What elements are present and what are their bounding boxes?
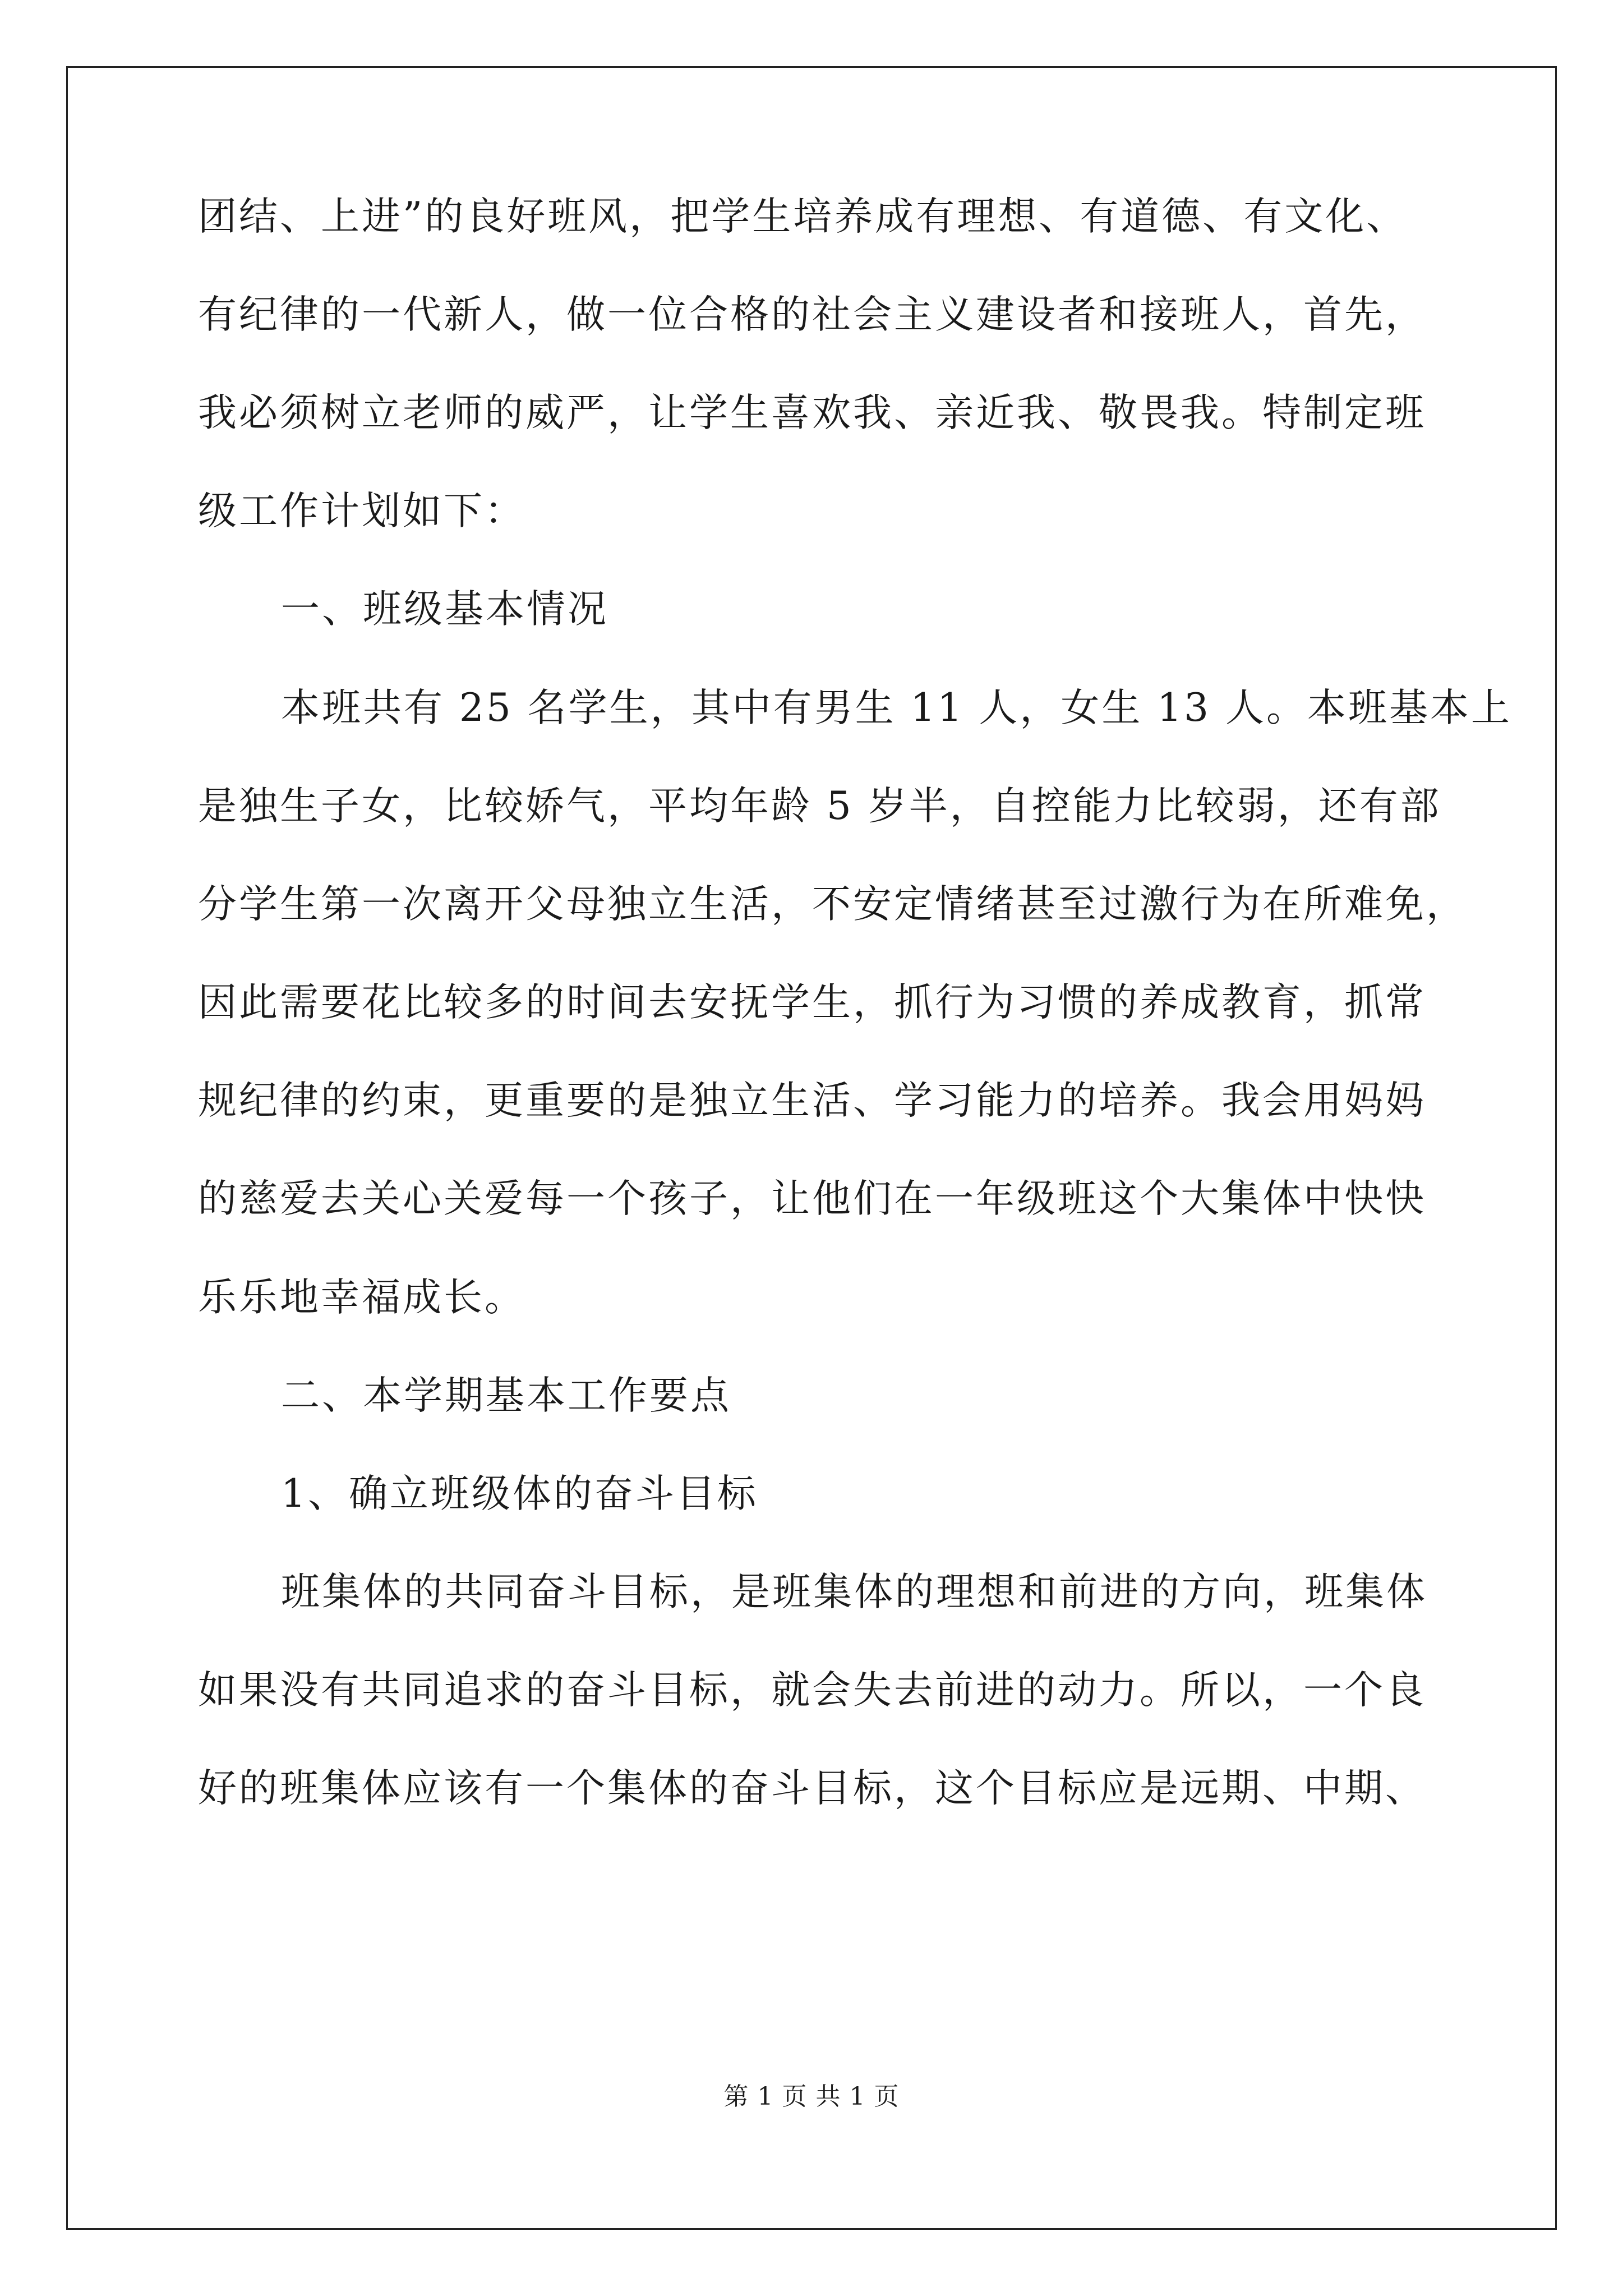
page-footer: 第 1 页 共 1 页 — [723, 2082, 900, 2111]
text-line: 是独生子女，比较娇气，平均年龄 5 岁半，自控能力比较弱，还有部 — [198, 784, 1441, 829]
text-line: 规纪律的约束，更重要的是独立生活、学习能力的培养。我会用妈妈 — [198, 1078, 1426, 1123]
text-line: 如果没有共同追求的奋斗目标，就会失去前进的动力。所以，一个良 — [198, 1668, 1426, 1713]
text-line: 级工作计划如下： — [198, 489, 525, 533]
text-line: 我必须树立老师的威严，让学生喜欢我、亲近我、敬畏我。特制定班 — [198, 390, 1426, 435]
text-line: 的慈爱去关心关爱每一个孩子，让他们在一年级班这个大集体中快快 — [198, 1176, 1426, 1221]
text-line: 有纪律的一代新人，做一位合格的社会主义建设者和接班人，首先， — [198, 292, 1426, 337]
text-line: 好的班集体应该有一个集体的奋斗目标，这个目标应是远期、中期、 — [198, 1766, 1426, 1811]
subsection-heading: 1、确立班级体的奋斗目标 — [281, 1471, 758, 1516]
text-line: 团结、上进”的良好班风，把学生培养成有理想、有道德、有文化、 — [198, 194, 1408, 239]
text-line: 本班共有 25 名学生，其中有男生 11 人，女生 13 人。本班基本上 — [281, 685, 1512, 730]
section-heading: 一、班级基本情况 — [281, 587, 608, 632]
text-line: 因此需要花比较多的时间去安抚学生，抓行为习惯的养成教育，抓常 — [198, 980, 1426, 1025]
text-line: 分学生第一次离开父母独立生活，不安定情绪甚至过激行为在所难免， — [198, 882, 1467, 927]
text-line: 班集体的共同奋斗目标，是班集体的理想和前进的方向，班集体 — [281, 1570, 1427, 1614]
section-heading: 二、本学期基本工作要点 — [281, 1373, 731, 1418]
text-line: 乐乐地幸福成长。 — [198, 1275, 525, 1320]
